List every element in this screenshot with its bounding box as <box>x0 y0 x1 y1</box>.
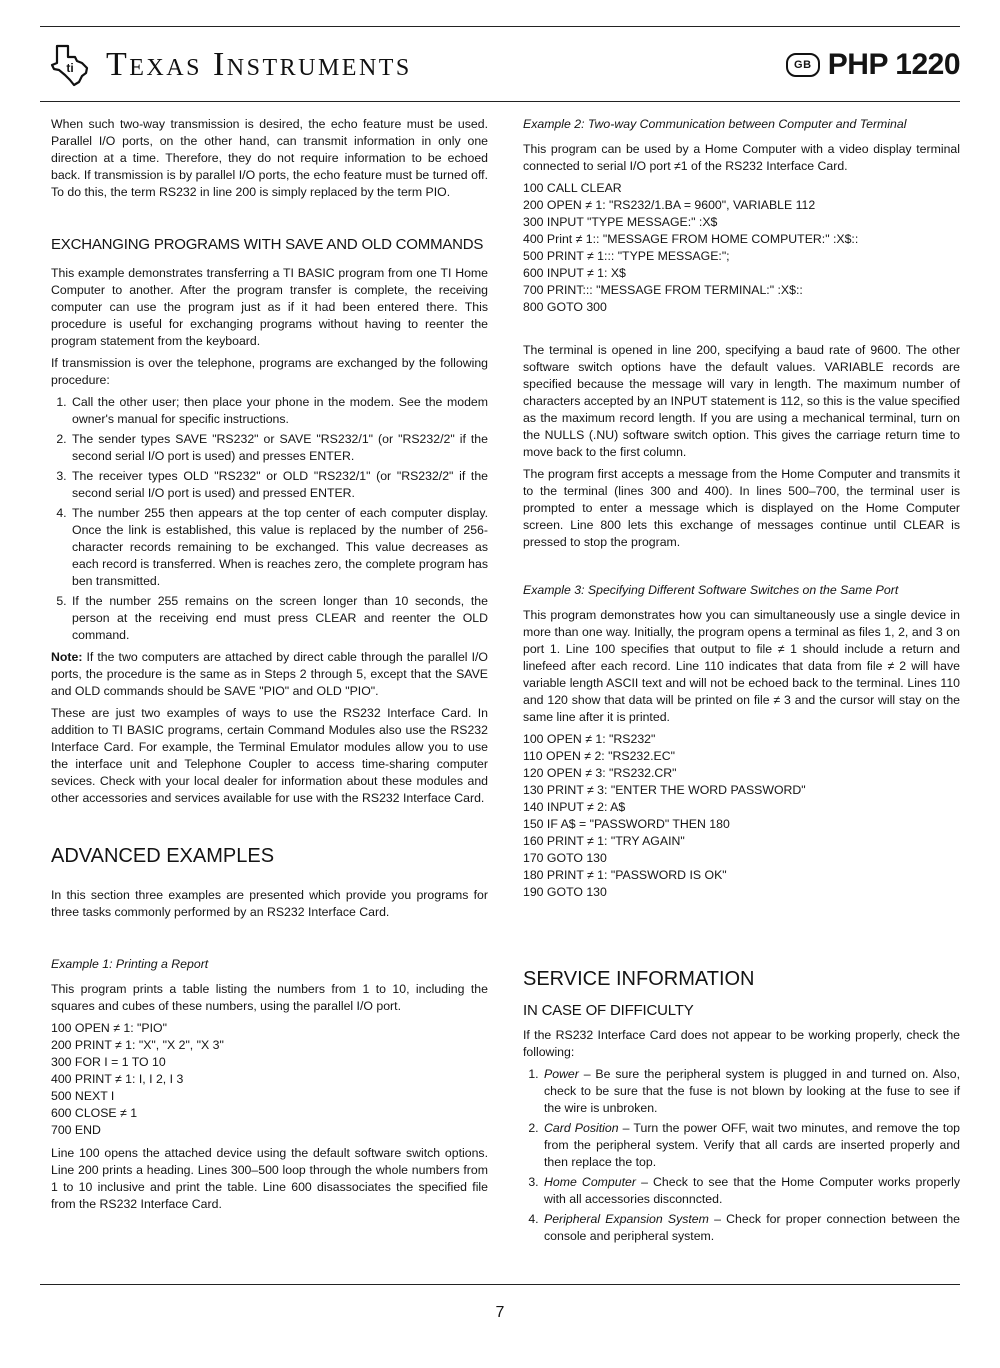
list-item: 4. The number 255 then appears at the top center of each computer display. Once the link is established, this value is replaced by the number of 256-character records remaining to be exchanged. This value decreases as each record is transferred. When is reaches zero, the complete program has ben transmitted. <box>70 505 488 590</box>
code-line: 600 CLOSE ≠ 1 <box>51 1106 138 1120</box>
note-paragraph <box>51 649 488 700</box>
right-column <box>523 116 960 1250</box>
example-3-intro: This program demonstrates how you can simultaneously use a single device in more than one way. Initially, the program opens a terminal as files 1, 2, and 3 on port 1. Line 100 specifies that output to file ≠ 1 should include a return and linefeed after each record. Line 110 indicates that data from file ≠ 2 will have variable length ASCII text and will not be echoed back to the terminal. Lines 110 and 120 show that data will be printed on file ≠ 3 and the cursor will stay on the same line after it is printed. <box>523 608 960 724</box>
check-text: – Be sure the peripheral system is plugged in and turned on. Also, check to be sure that the fuse is not blown by looking at the fuse to see if the wire is unbroken. <box>544 1067 960 1115</box>
check-label: Power <box>544 1067 579 1081</box>
brand-name: Texas Instruments <box>106 46 412 83</box>
example-2-paragraph-1: The terminal is opened in line 200, specifying a baud rate of 9600. The other software switch options have the default values. VARIABLE records are specified because the message will vary in length. The maximum number of characters accepted by an INPUT statement is 112, so this is the value specified as the maximum record length. If you are using a mechanical terminal, turn on the NULLS (.NU) software switch option. This gives the carriage return time to move back to the first column. <box>523 343 960 459</box>
list-item <box>542 1174 960 1208</box>
list-item: 5. If the number 255 remains on the screen longer than 10 seconds, the person at the receiving end must press CLEAR and reenter the OLD command. <box>70 593 488 644</box>
transfer-steps-list <box>51 394 488 644</box>
code-line: 160 PRINT ≠ 1: "TRY AGAIN" <box>523 834 685 848</box>
exchanging-paragraph-1: This example demonstrates transferring a TI BASIC program from one TI Home Computer to another. After the program transfer is complete, the receiving computer can use the program just as if it had been entered there. This procedure is useful for exchanging programs without having to reenter the program statement from the keyboard. <box>51 266 488 348</box>
example-1-explanation: Line 100 opens the attached device using the default software switch options. Line 200 prints a heading. Lines 300–500 loop through the whole numbers from 1 to 10 inclusive and print the table. Line 600 disassociates the specified file from the RS232 Interface Card. <box>51 1146 488 1211</box>
code-line: 170 GOTO 130 <box>523 851 607 865</box>
model-number: PHP 1220 <box>827 48 960 81</box>
example-2-code <box>523 180 960 316</box>
code-line: 400 Print ≠ 1:: "MESSAGE FROM HOME COMPUTER:" :X$:: <box>523 232 859 246</box>
in-case-of-difficulty-heading: IN CASE OF DIFFICULTY <box>523 1002 694 1019</box>
header-model <box>786 42 960 88</box>
check-label: Home Computer <box>544 1175 636 1189</box>
list-item <box>542 1066 960 1117</box>
example-1-intro: This program prints a table listing the numbers from 1 to 10, including the squares and cubes of these numbers, using the parallel I/O port. <box>51 982 488 1013</box>
code-line: 500 NEXT I <box>51 1089 115 1103</box>
check-text: – Check for proper connection between the console and peripheral system. <box>544 1212 960 1243</box>
example-3-code <box>523 731 960 901</box>
list-item <box>542 1120 960 1171</box>
list-item: 2. The sender types SAVE "RS232" or SAVE "RS232/1" (or "RS232/2" if the second serial I/O port is used) and presses ENTER. <box>70 431 488 465</box>
exchanging-heading: EXCHANGING PROGRAMS WITH SAVE AND OLD COMMANDS <box>51 236 484 253</box>
difficulty-checks-list <box>523 1066 960 1245</box>
left-column <box>51 116 488 1218</box>
header-brand <box>48 40 412 90</box>
list-item: 1. Call the other user; then place your phone in the modem. See the modem owner's manual for specific instructions. <box>70 394 488 428</box>
texas-state-ti-logo-icon <box>48 42 94 88</box>
advanced-intro-paragraph: In this section three examples are presented which provide you programs for three tasks commonly performed by an RS232 Interface Card. <box>51 888 488 919</box>
code-line: 100 CALL CLEAR <box>523 181 622 195</box>
advanced-examples-heading: ADVANCED EXAMPLES <box>51 845 275 867</box>
code-line: 200 OPEN ≠ 1: "RS232/1.BA = 9600", VARIABLE 112 <box>523 198 816 212</box>
code-line: 300 FOR I = 1 TO 10 <box>51 1055 166 1069</box>
check-text: – Check to see that the Home Computer works properly with all accessories disconncted. <box>544 1175 960 1206</box>
check-label: Peripheral Expansion System <box>544 1212 709 1226</box>
list-item: 3. The receiver types OLD "RS232" or OLD "RS232/1" (or "RS232/2" if the second serial I/O port is used) and pressed ENTER. <box>70 468 488 502</box>
svg-text:ti: ti <box>66 61 74 75</box>
code-line: 500 PRINT ≠ 1::: "TYPE MESSAGE:"; <box>523 249 730 263</box>
code-line: 800 GOTO 300 <box>523 300 607 314</box>
code-line: 120 OPEN ≠ 3: "RS232.CR" <box>523 766 677 780</box>
code-line: 130 PRINT ≠ 3: "ENTER THE WORD PASSWORD" <box>523 783 806 797</box>
check-text: – Turn the power OFF, wait two minutes, and remove the top from the peripheral system. Verify that all cards are inserted properly and then replace the top. <box>544 1121 960 1169</box>
code-line: 700 PRINT::: "MESSAGE FROM TERMINAL:" :X$:: <box>523 283 803 297</box>
code-line: 140 INPUT ≠ 2: A$ <box>523 800 626 814</box>
code-line: 190 GOTO 130 <box>523 885 607 899</box>
exchanging-paragraph-2: If transmission is over the telephone, programs are exchanged by the following procedure: <box>51 356 488 387</box>
code-line: 150 IF A$ = "PASSWORD" THEN 180 <box>523 817 730 831</box>
note-text: If the two computers are attached by direct cable through the parallel I/O ports, the procedure is the same as in Steps 2 through 5, except that the SAVE and OLD commands should be SAVE "PIO" and OLD "PIO". <box>51 650 488 698</box>
code-line: 700 END <box>51 1123 101 1137</box>
code-line: 100 OPEN ≠ 1: "PIO" <box>51 1021 167 1035</box>
page-number: 7 <box>495 1304 505 1321</box>
gb-badge: GB <box>786 53 820 77</box>
header-rule <box>40 101 960 102</box>
code-line: 400 PRINT ≠ 1: I, I 2, I 3 <box>51 1072 184 1086</box>
code-line: 600 INPUT ≠ 1: X$ <box>523 266 626 280</box>
footer-rule <box>40 1284 960 1285</box>
service-information-heading: SERVICE INFORMATION <box>523 968 755 990</box>
example-2-title: Example 2: Two-way Communication between Computer and Terminal <box>523 117 907 131</box>
closing-paragraph: These are just two examples of ways to use the RS232 Interface Card. In addition to TI BASIC programs, certain Command Modules also use the RS232 Interface Card. For example, the Terminal Emulator modules allow you to use the interface unit and Telephone Coupler to access time-sharing computer sevices. Check with your local dealer for information about these modules and other accessories and services available for use with the RS232 Interface Card. <box>51 706 488 805</box>
code-line: 200 PRINT ≠ 1: "X", "X 2", "X 3" <box>51 1038 224 1052</box>
example-3-title: Example 3: Specifying Different Software Switches on the Same Port <box>523 583 899 597</box>
code-line: 180 PRINT ≠ 1: "PASSWORD IS OK" <box>523 868 727 882</box>
example-1-code <box>51 1020 488 1139</box>
example-2-paragraph-2: The program first accepts a message from the Home Computer and transmits it to the terminal (lines 300 and 400). In lines 500–700, the terminal user is prompted to enter a message which is displayed on the Home Computer screen. Line 800 lets this exchange of messages continue until CLEAR is pressed to stop the program. <box>523 467 960 549</box>
echo-intro-paragraph: When such two-way transmission is desired, the echo feature must be used. Parallel I/O ports, on the other hand, can transmit information in only one direction at a time. Therefore, they do not require information to be echoed back. If transmission is by parallel I/O ports, the echo feature must be turned off. To do this, the term RS232 in line 200 is simply replaced by the term PIO. <box>51 117 488 199</box>
code-line: 300 INPUT "TYPE MESSAGE:" :X$ <box>523 215 718 229</box>
top-rule <box>40 26 960 27</box>
list-item <box>542 1211 960 1245</box>
code-line: 110 OPEN ≠ 2: "RS232.EC" <box>523 749 675 763</box>
note-label: Note: <box>51 650 83 664</box>
difficulty-intro: If the RS232 Interface Card does not appear to be working properly, check the following: <box>523 1028 960 1059</box>
example-2-intro: This program can be used by a Home Computer with a video display terminal connected to serial I/O port ≠1 of the RS232 Interface Card. <box>523 142 960 173</box>
check-label: Card Position <box>544 1121 619 1135</box>
example-1-title: Example 1: Printing a Report <box>51 957 209 971</box>
code-line: 100 OPEN ≠ 1: "RS232" <box>523 732 656 746</box>
